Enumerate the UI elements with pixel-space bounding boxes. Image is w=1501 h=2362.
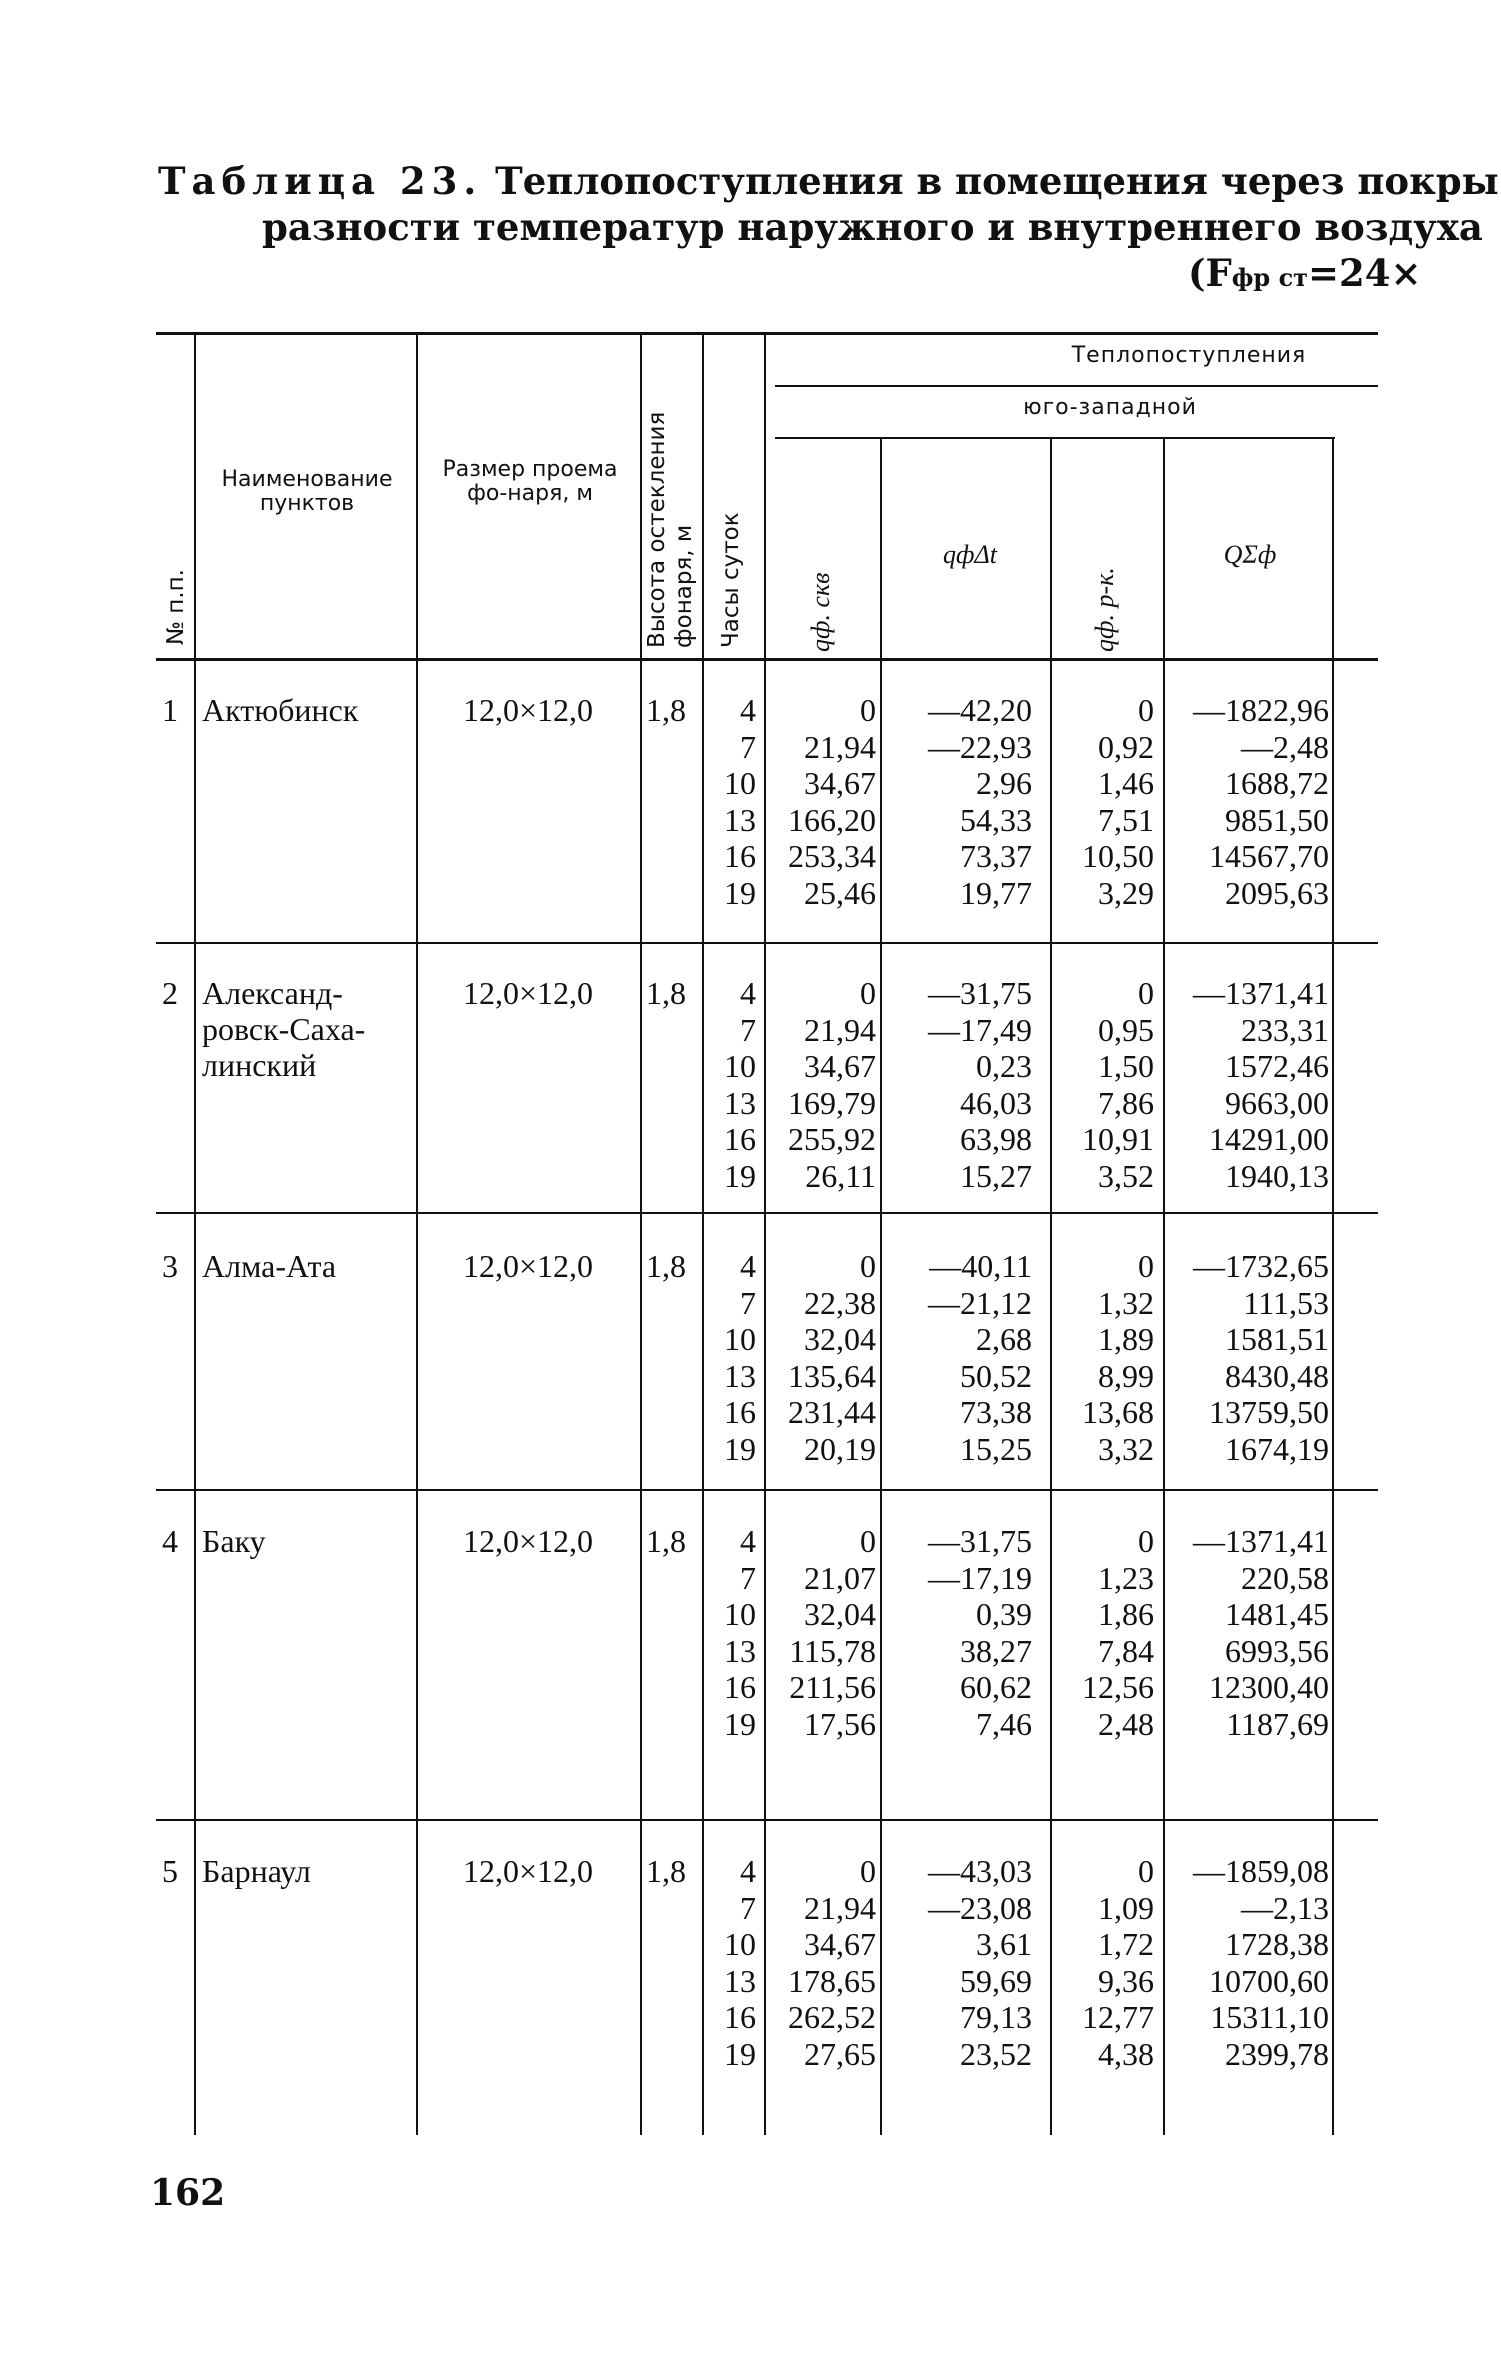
row-q4-value: —1859,08 — [1193, 1853, 1329, 1889]
header-q4: QΣф — [1223, 540, 1277, 569]
row-q4-value: —1822,96 — [1193, 692, 1329, 728]
row-hours-value: 4 — [740, 692, 756, 728]
row-q3-value: 0 — [1138, 1248, 1154, 1284]
row-height: 1,8 — [646, 1248, 686, 1284]
row-size: 12,0×12,0 — [462, 1853, 594, 1889]
vline-size — [640, 335, 642, 2135]
row-q2-value: 50,52 — [960, 1357, 1032, 1394]
row-q4-value: 2399,78 — [1225, 2035, 1329, 2072]
row-q1-value: 25,46 — [804, 874, 876, 911]
row-q1-value: 135,64 — [788, 1357, 876, 1394]
row-q2-value: 2,68 — [976, 1321, 1032, 1357]
row-name-line: Александ- — [202, 975, 343, 1011]
vline-num — [194, 335, 196, 2135]
row-hours-value: 4 — [740, 1523, 756, 1559]
row-q1-value: 0 — [860, 975, 876, 1011]
row-q4-value: —1371,41 — [1193, 1523, 1329, 1559]
row-q4-value: 1187,69 — [1226, 1705, 1329, 1742]
row-q1-value: 21,94 — [804, 1889, 876, 1926]
row-hours-value: 4 — [740, 1853, 756, 1889]
row-q1-value: 22,38 — [804, 1284, 876, 1321]
row-number: 4 — [162, 1523, 178, 1559]
row-q4-value: 6993,56 — [1225, 1632, 1329, 1669]
row-q3-value: 3,29 — [1098, 874, 1154, 911]
row-q4-value: 1581,51 — [1225, 1321, 1329, 1357]
vline-q1 — [880, 437, 882, 2135]
row-q3-value: 1,89 — [1098, 1321, 1154, 1357]
row-q4-value: 2095,63 — [1225, 874, 1329, 911]
row-height: 1,8 — [646, 1853, 686, 1889]
row-q3-value: 8,99 — [1098, 1357, 1154, 1394]
row-hours-value: 7 — [740, 728, 756, 765]
row-q3-value: 9,36 — [1098, 1962, 1154, 1999]
rule-header-bottom — [156, 658, 1378, 661]
row-q3-value: 0,95 — [1098, 1011, 1154, 1048]
row-q2-value: 15,27 — [960, 1157, 1032, 1194]
row-q1-value: 211,56 — [789, 1669, 876, 1705]
row-q4-value: —1371,41 — [1193, 975, 1329, 1011]
row-q2-value: 7,46 — [976, 1705, 1032, 1742]
row-q3-value: 1,86 — [1098, 1596, 1154, 1632]
row-number: 5 — [162, 1853, 178, 1889]
row-q1-value: 32,04 — [804, 1321, 876, 1357]
title-line-3-suffix: =24× — [1308, 251, 1422, 295]
row-q4-value: 13759,50 — [1209, 1394, 1329, 1430]
row-q4-value: 220,58 — [1241, 1559, 1329, 1596]
row-q4-value: 1688,72 — [1225, 765, 1329, 801]
row-hours-value: 16 — [724, 1999, 756, 2035]
row-q1-value: 21,94 — [804, 728, 876, 765]
row-q3-value: 0 — [1138, 1523, 1154, 1559]
row-q4-value: 233,31 — [1241, 1011, 1329, 1048]
row-q1-value: 17,56 — [804, 1705, 876, 1742]
row-q1-value: 21,94 — [804, 1011, 876, 1048]
row-hours-value: 7 — [740, 1284, 756, 1321]
row-q2-value: 23,52 — [960, 2035, 1032, 2072]
rule-row-2 — [156, 1212, 1378, 1214]
row-hours-value: 10 — [724, 765, 756, 801]
row-q3-value: 7,51 — [1098, 801, 1154, 838]
row-hours-value: 19 — [724, 874, 756, 911]
row-q4-value: 10700,60 — [1209, 1962, 1329, 1999]
row-q4-value: 12300,40 — [1209, 1669, 1329, 1705]
row-q4-value: 1728,38 — [1225, 1926, 1329, 1962]
row-q2-value: —17,19 — [928, 1559, 1032, 1596]
row-hours-value: 13 — [724, 1084, 756, 1121]
row-q3-value: 10,91 — [1082, 1121, 1154, 1157]
header-num: № п.п. — [163, 569, 189, 645]
header-q2: qфΔt — [943, 540, 997, 569]
row-q4-value: —2,48 — [1241, 728, 1329, 765]
row-height: 1,8 — [646, 1523, 686, 1559]
header-group: Теплопоступления — [1071, 343, 1307, 368]
header-name: Наименование пунктов — [221, 467, 393, 516]
title-line-3-sub: фр ст — [1231, 263, 1309, 292]
rule-subgroup — [775, 437, 1335, 439]
row-q1-value: 231,44 — [788, 1394, 876, 1430]
row-q2-value: —31,75 — [928, 975, 1032, 1011]
row-q3-value: 1,09 — [1098, 1889, 1154, 1926]
row-q4-value: 1940,13 — [1225, 1157, 1329, 1194]
page-number: 162 — [150, 2172, 226, 2214]
row-q4-value: 9851,50 — [1225, 801, 1329, 838]
rule-row-4 — [156, 1819, 1378, 1821]
row-q3-value: 13,68 — [1082, 1394, 1154, 1430]
title-line-2: разности температур наружного и внутреннего воздуха — [262, 205, 1483, 249]
row-q4-value: 111,53 — [1243, 1284, 1329, 1321]
row-height: 1,8 — [646, 975, 686, 1011]
row-q3-value: 1,23 — [1098, 1559, 1154, 1596]
row-q1-value: 169,79 — [788, 1084, 876, 1121]
row-q2-value: —22,93 — [928, 728, 1032, 765]
row-hours-value: 19 — [724, 2035, 756, 2072]
row-q3-value: 7,86 — [1098, 1084, 1154, 1121]
row-hours-value: 13 — [724, 1962, 756, 1999]
vline-q4 — [1332, 437, 1334, 2135]
row-q3-value: 1,46 — [1098, 765, 1154, 801]
row-q3-value: 4,38 — [1098, 2035, 1154, 2072]
row-hours-value: 7 — [740, 1559, 756, 1596]
title-line-3 — [1188, 250, 1422, 301]
row-q2-value: 15,25 — [960, 1430, 1032, 1467]
row-q4-value: 8430,48 — [1225, 1357, 1329, 1394]
row-number: 2 — [162, 975, 178, 1011]
row-q2-value: 59,69 — [960, 1962, 1032, 1999]
row-q2-value: 73,38 — [960, 1394, 1032, 1430]
row-hours-value: 13 — [724, 1632, 756, 1669]
header-q1: qф. скв — [806, 572, 835, 652]
row-name: Актюбинск — [202, 692, 359, 728]
row-q1-value: 253,34 — [788, 838, 876, 874]
row-q4-value: 15311,10 — [1210, 1999, 1329, 2035]
title-text-1: Теплопоступления в помещения через покры — [495, 159, 1499, 203]
row-q2-value: —40,11 — [929, 1248, 1032, 1284]
vline-q2 — [1050, 437, 1052, 2135]
row-q3-value: 7,84 — [1098, 1632, 1154, 1669]
row-q3-value: 1,50 — [1098, 1048, 1154, 1084]
title-line-1 — [158, 158, 1499, 204]
header-subgroup: юго-западной — [1023, 395, 1197, 420]
table-label: Таблица 23. — [158, 159, 483, 203]
row-hours-value: 16 — [724, 1669, 756, 1705]
row-q1-value: 255,92 — [788, 1121, 876, 1157]
row-q2-value: 3,61 — [976, 1926, 1032, 1962]
row-hours-value: 19 — [724, 1157, 756, 1194]
row-hours-value: 10 — [724, 1321, 756, 1357]
row-q3-value: 1,32 — [1098, 1284, 1154, 1321]
row-q4-value: 14291,00 — [1209, 1121, 1329, 1157]
row-q2-value: —31,75 — [928, 1523, 1032, 1559]
row-q1-value: 27,65 — [804, 2035, 876, 2072]
row-q4-value: 1481,45 — [1225, 1596, 1329, 1632]
header-hours: Часы суток — [718, 512, 744, 648]
header-height: Высота остекления фонаря, м — [644, 411, 697, 648]
header-q3: qф. р-к. — [1090, 567, 1119, 652]
row-hours-value: 7 — [740, 1011, 756, 1048]
row-q2-value: 0,39 — [976, 1596, 1032, 1632]
row-q2-value: 54,33 — [960, 801, 1032, 838]
row-q3-value: 0 — [1138, 975, 1154, 1011]
row-size: 12,0×12,0 — [462, 1523, 594, 1559]
row-q2-value: 79,13 — [960, 1999, 1032, 2035]
row-q3-value: 0 — [1138, 1853, 1154, 1889]
row-q2-value: —17,49 — [928, 1011, 1032, 1048]
row-q2-value: —43,03 — [928, 1853, 1032, 1889]
row-q3-value: 3,52 — [1098, 1157, 1154, 1194]
row-hours-value: 16 — [724, 1121, 756, 1157]
row-height: 1,8 — [646, 692, 686, 728]
row-q1-value: 20,19 — [804, 1430, 876, 1467]
row-q2-value: 2,96 — [976, 765, 1032, 801]
row-q2-value: 60,62 — [960, 1669, 1032, 1705]
row-number: 1 — [162, 692, 178, 728]
row-q2-value: 0,23 — [976, 1048, 1032, 1084]
row-q1-value: 0 — [860, 1523, 876, 1559]
row-q1-value: 34,67 — [804, 1926, 876, 1962]
row-hours-value: 10 — [724, 1048, 756, 1084]
row-q3-value: 12,56 — [1082, 1669, 1154, 1705]
header-size: Размер проема фо-наря, м — [442, 457, 618, 506]
row-q1-value: 0 — [860, 1248, 876, 1284]
row-q3-value: 10,50 — [1082, 838, 1154, 874]
row-hours-value: 4 — [740, 1248, 756, 1284]
row-hours-value: 19 — [724, 1430, 756, 1467]
row-q1-value: 34,67 — [804, 765, 876, 801]
row-number: 3 — [162, 1248, 178, 1284]
row-q4-value: 14567,70 — [1209, 838, 1329, 874]
row-q2-value: 38,27 — [960, 1632, 1032, 1669]
row-q3-value: 0 — [1138, 692, 1154, 728]
row-q3-value: 3,32 — [1098, 1430, 1154, 1467]
row-q3-value: 2,48 — [1098, 1705, 1154, 1742]
row-q4-value: 1572,46 — [1225, 1048, 1329, 1084]
row-q1-value: 166,20 — [788, 801, 876, 838]
row-q4-value: 9663,00 — [1225, 1084, 1329, 1121]
rule-row-1 — [156, 942, 1378, 944]
row-q1-value: 34,67 — [804, 1048, 876, 1084]
row-q1-value: 262,52 — [788, 1999, 876, 2035]
vline-hours — [764, 335, 766, 2135]
row-hours-value: 10 — [724, 1596, 756, 1632]
row-q1-value: 0 — [860, 692, 876, 728]
title-line-3-prefix: (F — [1188, 251, 1232, 295]
row-hours-value: 13 — [724, 801, 756, 838]
row-q1-value: 115,78 — [789, 1632, 876, 1669]
rule-group — [775, 385, 1378, 387]
row-q3-value: 12,77 — [1082, 1999, 1154, 2035]
row-q4-value: —1732,65 — [1193, 1248, 1329, 1284]
row-q2-value: —21,12 — [928, 1284, 1032, 1321]
row-hours-value: 13 — [724, 1357, 756, 1394]
row-hours-value: 10 — [724, 1926, 756, 1962]
row-hours-value: 16 — [724, 838, 756, 874]
row-name-line: линский — [202, 1047, 317, 1083]
vline-name — [416, 335, 418, 2135]
row-q2-value: 19,77 — [960, 874, 1032, 911]
row-q1-value: 178,65 — [788, 1962, 876, 1999]
rule-top — [156, 332, 1378, 335]
row-q1-value: 21,07 — [804, 1559, 876, 1596]
row-q4-value: —2,13 — [1241, 1889, 1329, 1926]
row-name: Барнаул — [202, 1853, 311, 1889]
row-hours-value: 16 — [724, 1394, 756, 1430]
vline-q3 — [1163, 437, 1165, 2135]
row-hours-value: 19 — [724, 1705, 756, 1742]
rule-row-3 — [156, 1489, 1378, 1491]
vline-height — [702, 335, 704, 2135]
row-q1-value: 0 — [860, 1853, 876, 1889]
row-q3-value: 1,72 — [1098, 1926, 1154, 1962]
row-q2-value: —23,08 — [928, 1889, 1032, 1926]
row-name: Алма-Ата — [202, 1248, 337, 1284]
row-q1-value: 26,11 — [805, 1157, 876, 1194]
row-name: Баку — [202, 1523, 266, 1559]
row-q4-value: 1674,19 — [1225, 1430, 1329, 1467]
row-size: 12,0×12,0 — [462, 692, 594, 728]
row-size: 12,0×12,0 — [462, 975, 594, 1011]
row-name-line: ровск-Саха- — [202, 1011, 366, 1047]
row-q3-value: 0,92 — [1098, 728, 1154, 765]
row-hours-value: 7 — [740, 1889, 756, 1926]
row-q2-value: 46,03 — [960, 1084, 1032, 1121]
row-q2-value: 73,37 — [960, 838, 1032, 874]
row-hours-value: 4 — [740, 975, 756, 1011]
row-q1-value: 32,04 — [804, 1596, 876, 1632]
row-size: 12,0×12,0 — [462, 1248, 594, 1284]
row-q2-value: —42,20 — [928, 692, 1032, 728]
row-q2-value: 63,98 — [960, 1121, 1032, 1157]
